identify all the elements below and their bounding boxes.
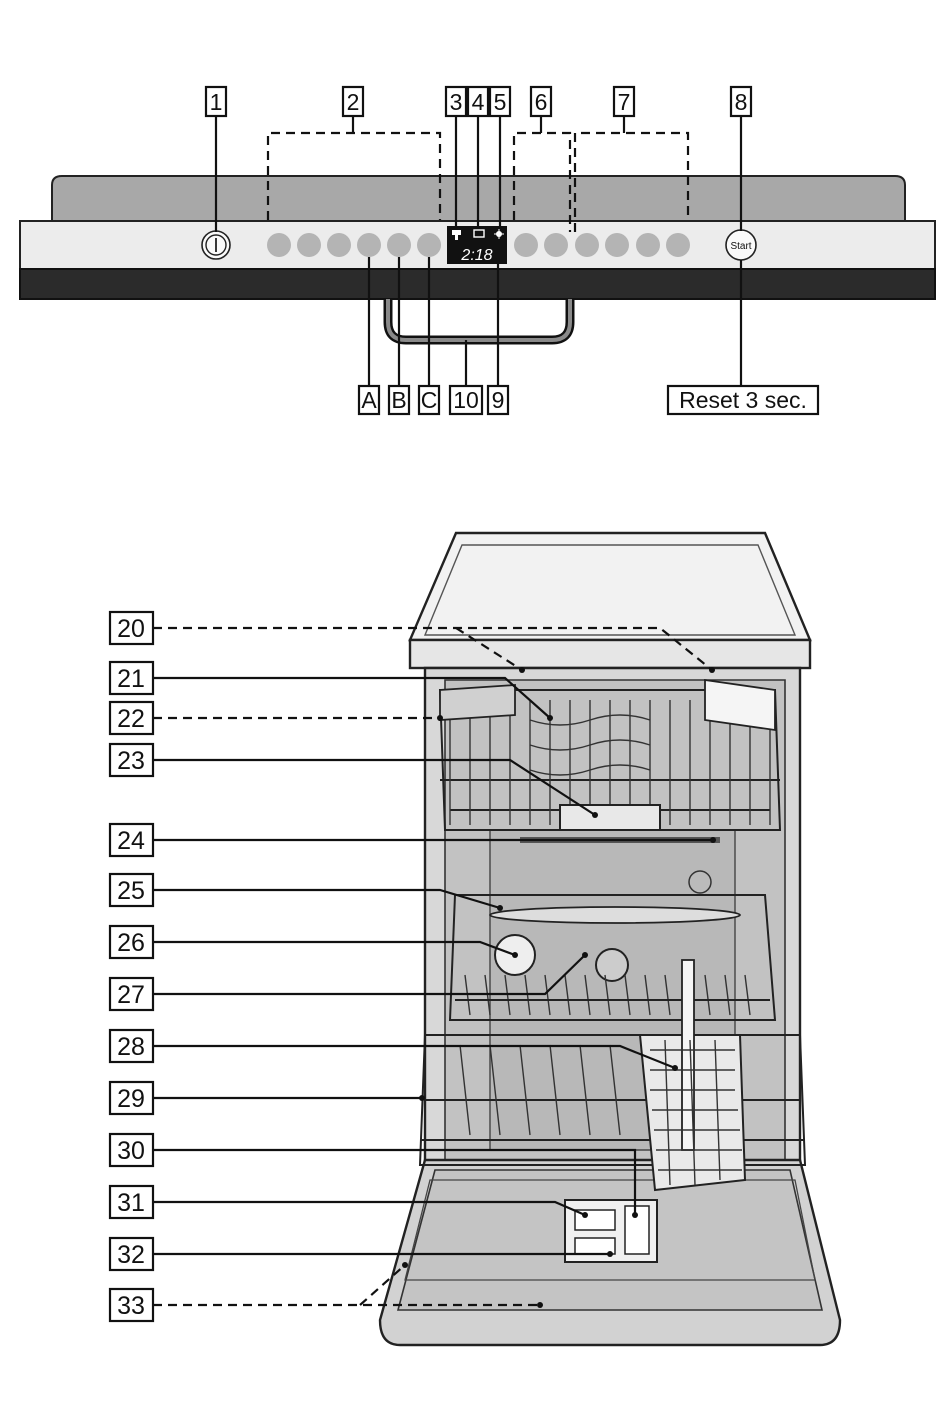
svg-text:29: 29 <box>117 1085 145 1113</box>
option-button[interactable] <box>514 233 538 257</box>
svg-text:23: 23 <box>117 747 145 775</box>
svg-text:30: 30 <box>117 1137 145 1165</box>
callout-22 <box>110 702 153 734</box>
svg-text:Reset 3 sec.: Reset 3 sec. <box>679 387 807 413</box>
callout-5 <box>490 87 510 116</box>
svg-text:9: 9 <box>491 387 505 413</box>
callout-30 <box>110 1134 153 1166</box>
worktop <box>410 533 810 640</box>
dishwasher-illustration <box>110 533 840 1345</box>
svg-text:27: 27 <box>117 981 145 1009</box>
callout-9 <box>488 386 508 414</box>
svg-text:21: 21 <box>117 665 145 693</box>
callout-4 <box>468 87 488 116</box>
svg-text:8: 8 <box>734 89 748 115</box>
filter <box>596 949 628 981</box>
worktop-front <box>410 640 810 668</box>
callout-27 <box>110 978 153 1010</box>
display-readout: 2:18 <box>461 247 493 264</box>
program-button[interactable] <box>297 233 321 257</box>
svg-text:7: 7 <box>617 89 631 115</box>
svg-text:2: 2 <box>346 89 360 115</box>
callout-1 <box>206 87 226 116</box>
callout-C <box>419 386 439 414</box>
svg-text:28: 28 <box>117 1033 145 1061</box>
callout-3 <box>446 87 466 116</box>
option-button[interactable] <box>544 233 568 257</box>
svg-text:32: 32 <box>117 1241 145 1269</box>
callout-20 <box>110 612 153 644</box>
reset-callout <box>668 386 818 414</box>
program-button[interactable] <box>327 233 351 257</box>
callout-33 <box>110 1289 153 1321</box>
svg-text:20: 20 <box>117 615 145 643</box>
callout-28 <box>110 1030 153 1062</box>
svg-text:31: 31 <box>117 1189 145 1217</box>
program-button[interactable] <box>357 233 381 257</box>
svg-text:1: 1 <box>209 89 223 115</box>
callout-23 <box>110 744 153 776</box>
start-button-label: Start <box>730 241 752 252</box>
svg-text:6: 6 <box>534 89 548 115</box>
callout-10 <box>450 386 482 414</box>
start-button[interactable] <box>726 230 756 260</box>
callout-25 <box>110 874 153 906</box>
panel-dark-bar <box>20 269 935 299</box>
power-button[interactable] <box>202 231 230 259</box>
program-button[interactable] <box>267 233 291 257</box>
svg-text:33: 33 <box>117 1292 145 1320</box>
upper-spray-arm <box>490 907 740 923</box>
svg-text:24: 24 <box>117 827 145 855</box>
svg-text:B: B <box>391 387 407 413</box>
option-button[interactable] <box>575 233 599 257</box>
callout-B <box>389 386 409 414</box>
callout-31 <box>110 1186 153 1218</box>
svg-text:26: 26 <box>117 929 145 957</box>
callout-2 <box>343 87 363 116</box>
svg-text:22: 22 <box>117 705 145 733</box>
svg-text:A: A <box>361 387 377 413</box>
callout-A <box>359 386 379 414</box>
door-handle <box>388 299 570 340</box>
callout-6 <box>531 87 551 116</box>
option-button[interactable] <box>636 233 660 257</box>
program-button[interactable] <box>387 233 411 257</box>
callout-8 <box>731 87 751 116</box>
callout-26 <box>110 926 153 958</box>
svg-text:C: C <box>420 387 438 413</box>
callout-24 <box>110 824 153 856</box>
callout-29 <box>110 1082 153 1114</box>
program-button[interactable] <box>417 233 441 257</box>
control-panel <box>20 87 935 414</box>
svg-text:4: 4 <box>471 89 485 115</box>
svg-text:25: 25 <box>117 877 145 905</box>
callout-21 <box>110 662 153 694</box>
callout-32 <box>110 1238 153 1270</box>
option-button[interactable] <box>666 233 690 257</box>
callout-7 <box>614 87 634 116</box>
svg-text:10: 10 <box>453 387 479 413</box>
option-button[interactable] <box>605 233 629 257</box>
svg-text:3: 3 <box>449 89 463 115</box>
svg-text:5: 5 <box>493 89 507 115</box>
